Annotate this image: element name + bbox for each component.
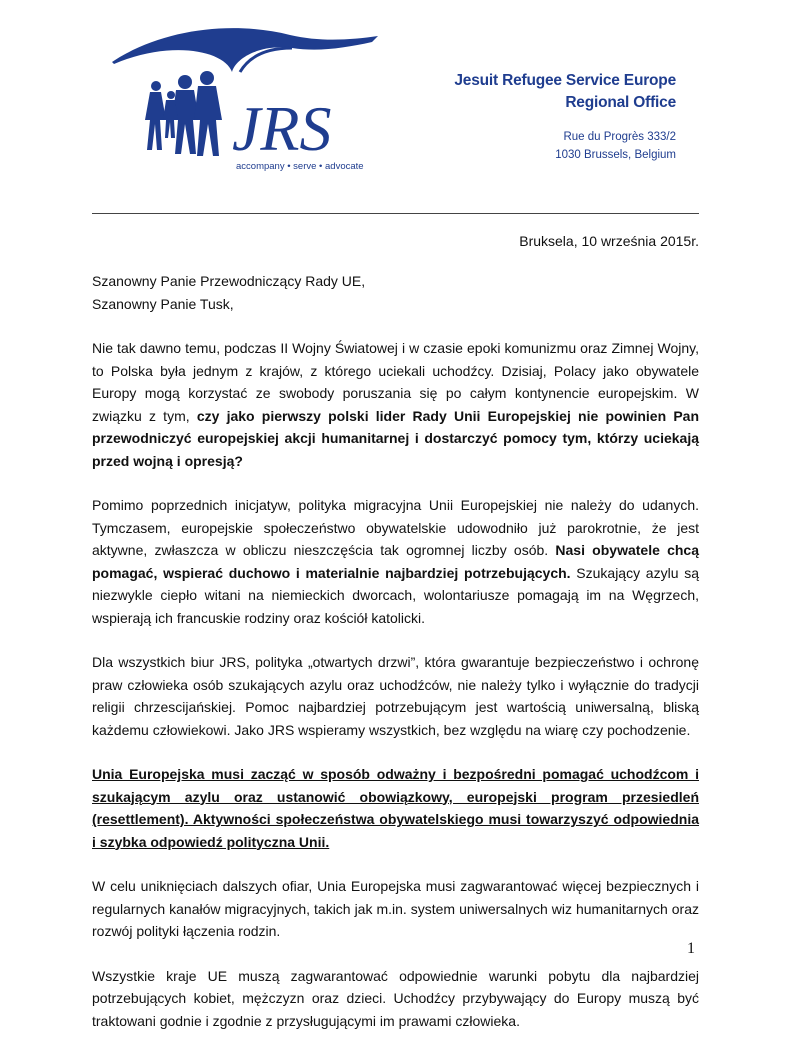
org-header <box>440 70 676 164</box>
logo-tagline: accompany • serve • advocate <box>236 161 364 172</box>
address-line1: Rue du Progrès 333/2 <box>563 131 676 143</box>
refugee-figures-icon <box>145 71 222 156</box>
greeting-line2: Szanowny Panie Tusk, <box>92 295 234 312</box>
paragraph-1-bold: czy jako pierwszy polski lider Rady Unii Europejskiej nie powinien Pan przewodniczyć europejskiej akcji humanitarnej i dostarczyć pomocy tym, którzy uciekają przed wojną i opresją? <box>92 407 700 469</box>
letter-body <box>92 270 699 1054</box>
org-address <box>440 128 676 164</box>
org-name-line2: Regional Office <box>565 94 676 111</box>
greeting-line1: Szanowny Panie Przewodniczący Rady UE, <box>92 273 366 289</box>
paragraph-5: W celu uniknięciach dalszych ofiar, Unia Europejska musi zagwarantować więcej bezpiecznych i regularnych kanałów migracyjnych, takich jak m.in. system uniwersalnych wiz humanitarnych oraz rozwój polityki łączenia rodzin. <box>92 878 699 939</box>
header-divider <box>92 213 699 214</box>
jrs-logo <box>0 0 400 190</box>
address-line2: 1030 Brussels, Belgium <box>555 149 676 161</box>
paragraph-4-emphasis: Unia Europejska musi zacząć w sposób odważny i bezpośredni pomagać uchodźcom i szukającym azylu oraz ustanowić obowiązkowy, europejski program przesiedleń (resettlement). Aktywności społeczeństwa obywatelskiego musi towarzyszyć odpowiednia i szybka odpowiedź polityczna Unii. <box>92 766 699 850</box>
paragraph-2: Pomimo poprzednich inicjatyw, polityka migracyjna Unii Europejskiej nie należy do udanych. Tymczasem, europejskie społeczeństwo obywatelskie udowodniło już parokrotnie, że jest aktywne, zwłaszcza w obliczu nieszczęścia tak ogromnej liczby osób. Nasi obywatele chcą pomagać, wspierać duchowo i materialnie najbardziej potrzebujących. Szukający azylu są niezwykle ciepło witani na niemieckich dworcach, wolontariusze pomagają im na Węgrzech, wspierają ich francuskie rodziny oraz kościół katolicki. <box>92 497 700 626</box>
greeting <box>92 270 699 315</box>
paragraph-2-bold: Nasi obywatele chcą pomagać, wspierać duchowo i materialnie najbardziej potrzebujących. <box>92 542 700 581</box>
paragraph-6: Wszystkie kraje UE muszą zagwarantować odpowiednie warunki pobytu dla najbardziej potrzebujących kobiet, mężczyzn oraz dzieci. Uchodźcy przybywający do Europy muszą być traktowani godnie i zgodnie z przysługującymi im prawami człowieka. <box>92 967 699 1029</box>
paragraph-1: Nie tak dawno temu, podczas II Wojny Światowej i w czasie epoki komunizmu oraz Zimnej Wojny, to Polska była jednym z krajów, z którego uciekali uchodźcy. Dzisiaj, Polacy jako obywatele Europy mogą korzystać ze swobody poruszania się po całym kontynencie europejskim. W związku z tym, czy jako pierwszy polski lider Rady Unii Europejskiej nie powinien Pan przewodniczyć europejskiej akcji humanitarnej i dostarczyć pomocy tym, którzy uciekają przed wojną i opresją? <box>92 340 700 469</box>
letter-date: Bruksela, 10 września 2015r. <box>519 233 699 249</box>
page-number: 1 <box>687 940 695 957</box>
paragraph-3: Dla wszystkich biur JRS, polityka „otwartych drzwi”, która gwarantuje bezpieczeństwo i ochronę praw człowieka osób szukających azylu oraz uchodźców, nie należy tylko i wyłącznie do tradycji religii chrzescijańskiej. Pomoc najbardziej potrzebującym jest wartością uniwersalną, bliską każdemu człowiekowi. Jako JRS wspieramy wszystkich, bez względu na wiarę czy pochodzenie. <box>92 654 699 738</box>
org-name-line1: Jesuit Refugee Service Europe <box>454 72 676 89</box>
logo-text: JRS <box>232 93 332 164</box>
